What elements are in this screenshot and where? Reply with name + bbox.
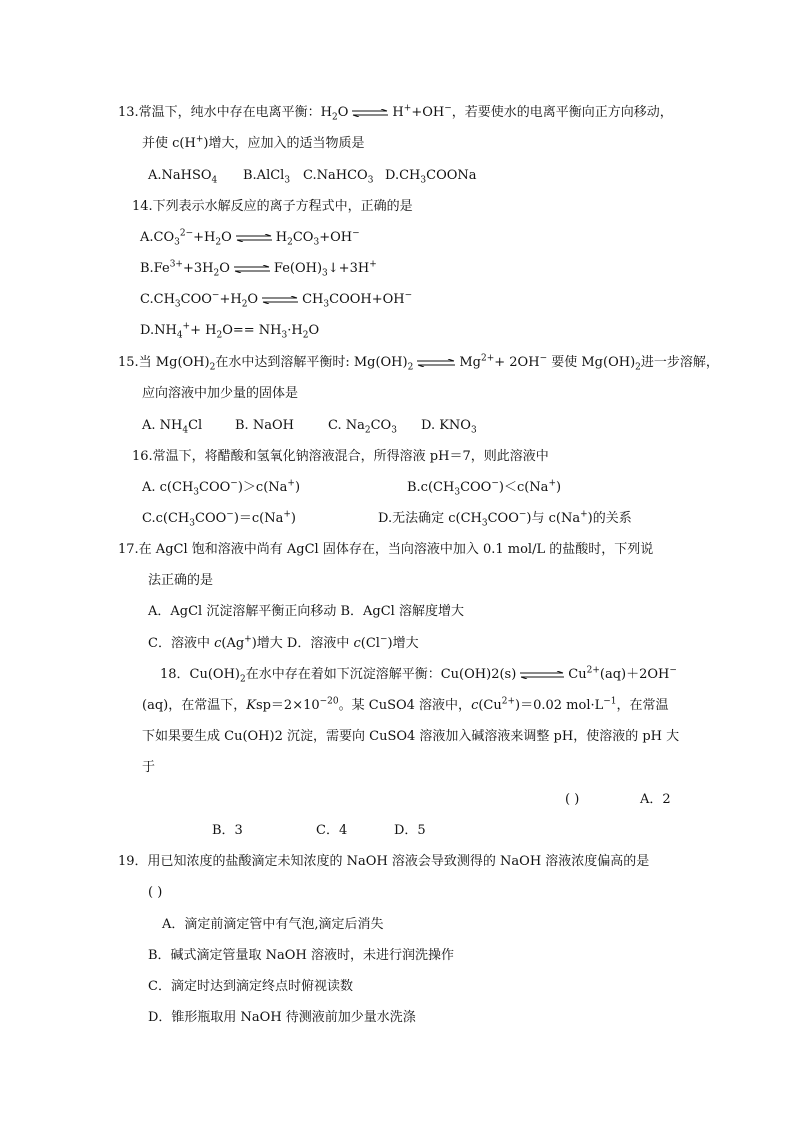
q18-line-2 (142, 698, 669, 714)
q13-option-d-text: D.CH (385, 168, 421, 183)
q16-sup: + (283, 509, 291, 520)
q13-option-a (148, 168, 217, 184)
q14-sup: + (369, 259, 377, 270)
q13-sup: + (195, 134, 204, 145)
q19-option-d: D．锥形瓶取用 NaOH 待测液前加少量水洗涤 (148, 1010, 416, 1025)
q18-italic: K (246, 698, 256, 713)
q17-italic: c (353, 636, 361, 651)
q17-text: (Ag (221, 636, 245, 651)
q14-sub: 2 (302, 330, 309, 341)
q17-options-cd (148, 636, 419, 652)
q15-option-c-text: C. Na (328, 418, 365, 433)
q13-option-b-text: B.AlCl (243, 168, 285, 183)
q13-text: O (337, 105, 349, 120)
q17-line-1: 17.在 AgCl 饱和溶液中尚有 AgCl 固体存在，当向溶液中加入 0.1 mol/L 的盐酸时，下列说 (118, 542, 654, 557)
q18-sub: 2 (240, 674, 246, 685)
q18-line-3: 下如果要生成 Cu(OH)2 沉淀，需要向 CuSO4 溶液加入碱溶液来调整 pH，使溶液的 pH 大 (142, 729, 680, 744)
q14-sub: 3 (281, 330, 288, 341)
q18-option-d: D．5 (394, 823, 426, 838)
q14-sup: − (352, 228, 360, 239)
q17-sup: + (244, 634, 252, 645)
q17-italic: c (214, 636, 222, 651)
q13-text: )增大，应加入的适当物质是 (203, 136, 365, 151)
q16-sup: − (226, 509, 234, 520)
q14-text: +3H (182, 261, 214, 276)
q13-text: 并使 c(H (142, 136, 196, 151)
q14-sub: 2 (215, 237, 222, 248)
q15-sup: − (539, 353, 548, 364)
q17-text: )增大 D．溶液中 (251, 636, 354, 651)
q16-sup: + (548, 478, 556, 489)
q15-option-c-sub: 3 (391, 425, 397, 436)
q18-text: sp＝2×10 (255, 698, 320, 713)
q14-text: +H (193, 230, 216, 245)
q15-sub: 2 (635, 362, 641, 373)
q18-line-4: 于 (142, 760, 156, 775)
q18-line-1 (160, 667, 677, 683)
q14-option-b (140, 261, 377, 277)
q14-text: +OH (319, 230, 353, 245)
q18-text: )＝0.02 mol·L (515, 698, 604, 713)
q15-sub: 2 (209, 362, 216, 373)
q16-text: ) (290, 511, 296, 526)
q14-option-a (140, 230, 360, 246)
q13-text: H (392, 105, 404, 120)
equilibrium-arrow-icon (351, 109, 389, 117)
equilibrium-arrow-icon (235, 234, 273, 242)
q16-sup: + (287, 478, 295, 489)
q16-sup: + (580, 509, 588, 520)
q15-option-b: B. NaOH (235, 418, 294, 433)
q13-option-d-sub: 3 (420, 175, 427, 186)
q15-option-d (421, 418, 477, 434)
q19-answer-paren: ( ) (148, 885, 163, 900)
q18-text: 在水中存在着如下沉淀溶解平衡：Cu(OH)2(s) (245, 667, 517, 682)
q14-text: CH (302, 292, 324, 307)
q13-option-d (385, 168, 477, 184)
q13-text: ，若要使水的电离平衡向正方向移动， (451, 105, 673, 120)
q13-option-c-text: C.NaHCO (303, 168, 368, 183)
q16-text: ) (294, 480, 301, 495)
q14-text: Fe(OH) (273, 261, 323, 276)
q15-text: + 2OH (494, 355, 540, 370)
q15-text: 进一步溶解， (640, 355, 719, 370)
q18-text: (aq)＋2OH (599, 667, 670, 682)
q13-sub: 2 (332, 112, 338, 123)
q16-text: COO (487, 511, 519, 526)
q15-option-d-text: D. KNO (421, 418, 471, 433)
q16-text: ) (555, 480, 562, 495)
q16-text: )＜c(Na (498, 480, 549, 495)
q18-text: 18．Cu(OH) (160, 667, 240, 682)
q16-stem: 16.常温下，将醋酸和氢氧化钠溶液混合，所得溶液 pH＝7，则此溶液中 (132, 449, 549, 464)
q14-text: +H (219, 292, 242, 307)
q18-option-a: A．2 (640, 792, 671, 807)
q15-option-c-text: CO (370, 418, 392, 433)
q16-text: )的关系 (587, 511, 632, 526)
q14-sub: 3 (174, 237, 180, 248)
q15-option-c (328, 418, 397, 434)
q14-text: ↓+3H (327, 261, 370, 276)
q16-option-c (142, 511, 296, 527)
q16-text: B.c(CH (407, 480, 455, 495)
q18-text: 。某 CuSO4 溶液中， (338, 698, 472, 713)
q13-option-c (303, 168, 373, 184)
q14-text: C.CH (140, 292, 175, 307)
q13-text: +OH (411, 105, 445, 120)
q14-sub: 3 (322, 268, 328, 279)
q14-text: D.NH (140, 323, 177, 338)
q13-option-d-text: COONa (426, 168, 477, 183)
q14-sub: 3 (313, 237, 320, 248)
q19-option-a: A．滴定前滴定管中有气泡,滴定后消失 (162, 917, 384, 932)
q14-text: COOH+OH (329, 292, 405, 307)
q14-sub: 2 (216, 330, 223, 341)
q14-sub: 3 (174, 299, 181, 310)
q16-sup: − (230, 478, 238, 489)
q17-text: (Cl (360, 636, 380, 651)
q16-text: C.c(CH (142, 511, 190, 526)
q13-line-2 (142, 136, 364, 152)
q14-text: CO (292, 230, 314, 245)
q14-sup: − (211, 290, 220, 301)
q14-text: B.Fe (140, 261, 170, 276)
q15-option-a-text: A. NH (142, 418, 183, 433)
q15-option-c-sub: 2 (364, 425, 371, 436)
q16-sub: 3 (189, 518, 195, 529)
q14-sup: − (404, 290, 413, 301)
q15-text: 15.当 Mg(OH) (118, 355, 210, 370)
q15-sup: 2+ (480, 353, 495, 364)
q14-sup: 3+ (169, 259, 183, 270)
q15-option-a-text: Cl (188, 418, 203, 433)
q14-stem: 14.下列表示水解反应的离子方程式中，正确的是 (132, 199, 413, 214)
q13-line-1 (118, 105, 673, 121)
q14-text: A.CO (140, 230, 175, 245)
q16-option-d (378, 511, 632, 527)
q19-option-c: C．滴定时达到滴定终点时俯视读数 (148, 979, 353, 994)
q18-text: ，在常温 (616, 698, 669, 713)
q14-option-d (140, 323, 319, 339)
q16-sub: 3 (454, 487, 461, 498)
q14-text: O (221, 230, 232, 245)
q16-text: COO (460, 480, 492, 495)
q15-text: 在水中达到溶解平衡时: Mg(OH) (215, 355, 408, 370)
q18-text: Cu (568, 667, 587, 682)
q18-sup: − (669, 665, 677, 676)
q16-text: COO (199, 480, 231, 495)
q16-text: )＞c(Na (237, 480, 288, 495)
equilibrium-arrow-icon (519, 671, 565, 679)
q16-sup: − (518, 509, 527, 520)
q14-sup: 2− (179, 228, 194, 239)
q15-option-d-sub: 3 (470, 425, 477, 436)
q14-text: O== NH (222, 323, 282, 338)
q14-sub: 2 (213, 268, 220, 279)
q14-text: O (247, 292, 259, 307)
q14-text: H (275, 230, 288, 245)
q16-text: )与 c(Na (526, 511, 581, 526)
q16-sub: 3 (481, 518, 488, 529)
q16-sub: 3 (193, 487, 200, 498)
q14-text: O (219, 261, 230, 276)
q17-text: )增大 (387, 636, 419, 651)
q18-option-c: C．4 (316, 823, 348, 838)
q13-sup: + (403, 103, 412, 114)
q15-option-a-sub: 4 (182, 425, 189, 436)
q14-text: COO (180, 292, 212, 307)
q14-sub: 4 (176, 330, 183, 341)
q15-line-2: 应向溶液中加少量的固体是 (142, 386, 299, 401)
q15-sub: 2 (407, 362, 414, 373)
q14-sup: + (182, 321, 191, 332)
q13-sup: − (444, 103, 452, 114)
q18-italic: c (471, 698, 479, 713)
q13-option-a-text: A.NaHSO (148, 168, 212, 183)
q18-sup: 2+ (586, 665, 600, 676)
q17-line-2: 法正确的是 (148, 573, 214, 588)
q14-text: O (308, 323, 320, 338)
q16-text: A. c(CH (142, 480, 194, 495)
q14-text: + H (190, 323, 217, 338)
q18-sup: 2+ (501, 696, 516, 707)
q16-text: D.无法确定 c(CH (378, 511, 482, 526)
q15-line-1 (118, 355, 719, 371)
q14-sub: 2 (241, 299, 248, 310)
q18-text: (aq)，在常温下， (142, 698, 247, 713)
equilibrium-arrow-icon (261, 296, 299, 304)
q14-sub: 3 (323, 299, 330, 310)
q18-sup: −20 (319, 696, 339, 707)
q17-options-ab: A．AgCl 沉淀溶解平衡正向移动 B．AgCl 溶解度增大 (148, 604, 464, 619)
q16-text: )＝c(Na (233, 511, 284, 526)
q16-option-a (142, 480, 300, 496)
q14-option-c (140, 292, 412, 308)
equilibrium-arrow-icon (416, 359, 456, 367)
q15-text: 要使 Mg(OH) (547, 355, 636, 370)
q14-text: ·H (287, 323, 303, 338)
q13-text: 13.常温下，纯水中存在电离平衡：H (118, 105, 333, 120)
q16-sup: − (491, 478, 499, 489)
q13-option-a-sub: 4 (211, 175, 218, 186)
q14-sub: 2 (287, 237, 293, 248)
q18-answer-paren: ( ) (565, 792, 580, 807)
q13-option-c-sub: 3 (367, 175, 374, 186)
equilibrium-arrow-icon (233, 265, 271, 273)
q17-sup: − (379, 634, 388, 645)
q19-option-b: B．碱式滴定管量取 NaOH 溶液时，未进行润洗操作 (148, 948, 454, 963)
q15-option-a (142, 418, 202, 434)
q18-text: (Cu (478, 698, 502, 713)
q16-option-b (407, 480, 561, 496)
q19-line-1: 19．用已知浓度的盐酸滴定未知浓度的 NaOH 溶液会导致测得的 NaOH 溶液浓度偏高的是 (118, 854, 650, 869)
q13-option-b (243, 168, 290, 184)
q18-option-b: B．3 (212, 823, 243, 838)
q16-text: COO (195, 511, 227, 526)
q13-option-b-sub: 3 (284, 175, 291, 186)
q18-sup: −1 (603, 696, 617, 707)
q17-text: C．溶液中 (148, 636, 215, 651)
q15-text: Mg (459, 355, 481, 370)
